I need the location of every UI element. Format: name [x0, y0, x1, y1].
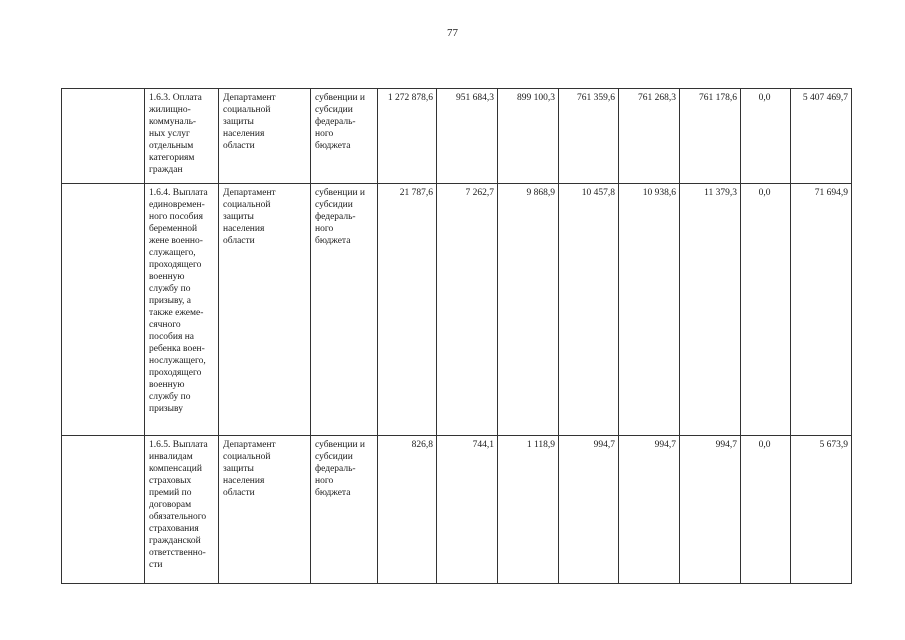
value-cell: 0,0: [741, 436, 791, 584]
table-row: [62, 184, 852, 436]
funding-source-cell: [311, 89, 378, 184]
total-cell: 5 673,9: [791, 436, 852, 584]
total-cell: 71 694,9: [791, 184, 852, 436]
value-cell: 10 938,6: [619, 184, 680, 436]
value-cell: 761 178,6: [680, 89, 741, 184]
value-cell: 951 684,3: [437, 89, 498, 184]
budget-table: [61, 88, 852, 584]
value-cell: 10 457,8: [559, 184, 619, 436]
measure-name: 1.6.3. Оплата жилищно- коммуналь- ных услуг отдельным категориям граждан: [149, 93, 202, 175]
table-row: [62, 436, 852, 584]
executor-cell: [219, 436, 311, 584]
funding-source: субвенции и субсидии федераль- ного бюджета: [315, 93, 365, 151]
measure-name-cell: [145, 184, 219, 436]
funding-source-cell: [311, 184, 378, 436]
value-cell: 994,7: [680, 436, 741, 584]
blank-cell: [62, 89, 145, 184]
value-cell: 0,0: [741, 184, 791, 436]
value-cell: 994,7: [619, 436, 680, 584]
table-row: [62, 89, 852, 184]
funding-source: субвенции и субсидии федераль- ного бюджета: [315, 188, 365, 246]
value-cell: 11 379,3: [680, 184, 741, 436]
value-cell: 899 100,3: [498, 89, 559, 184]
value-cell: 994,7: [559, 436, 619, 584]
measure-name: 1.6.4. Выплата единовремен- ного пособия беременной жене военно- служащего, проходящего военную службу по призыву, а также ежеме- сячного пособия на ребенка воен- нослужащего, проходящего военную службу по призыву: [149, 188, 208, 414]
value-cell: 7 262,7: [437, 184, 498, 436]
value-cell: 0,0: [741, 89, 791, 184]
value-cell: 744,1: [437, 436, 498, 584]
value-cell: 21 787,6: [378, 184, 437, 436]
measure-name-cell: [145, 436, 219, 584]
measure-name: 1.6.5. Выплата инвалидам компенсаций страховых премий по договорам обязательного страхования гражданской ответственно- сти: [149, 440, 208, 570]
page-number: 77: [447, 27, 458, 39]
blank-cell: [62, 184, 145, 436]
value-cell: 761 268,3: [619, 89, 680, 184]
value-cell: 826,8: [378, 436, 437, 584]
executor-name: Департамент социальной защиты населения области: [223, 188, 276, 246]
measure-name-cell: [145, 89, 219, 184]
funding-source: субвенции и субсидии федераль- ного бюджета: [315, 440, 365, 498]
executor-cell: [219, 89, 311, 184]
value-cell: 1 118,9: [498, 436, 559, 584]
executor-name: Департамент социальной защиты населения области: [223, 93, 276, 151]
blank-cell: [62, 436, 145, 584]
executor-cell: [219, 184, 311, 436]
executor-name: Департамент социальной защиты населения области: [223, 440, 276, 498]
value-cell: 9 868,9: [498, 184, 559, 436]
total-cell: 5 407 469,7: [791, 89, 852, 184]
value-cell: 761 359,6: [559, 89, 619, 184]
value-cell: 1 272 878,6: [378, 89, 437, 184]
funding-source-cell: [311, 436, 378, 584]
